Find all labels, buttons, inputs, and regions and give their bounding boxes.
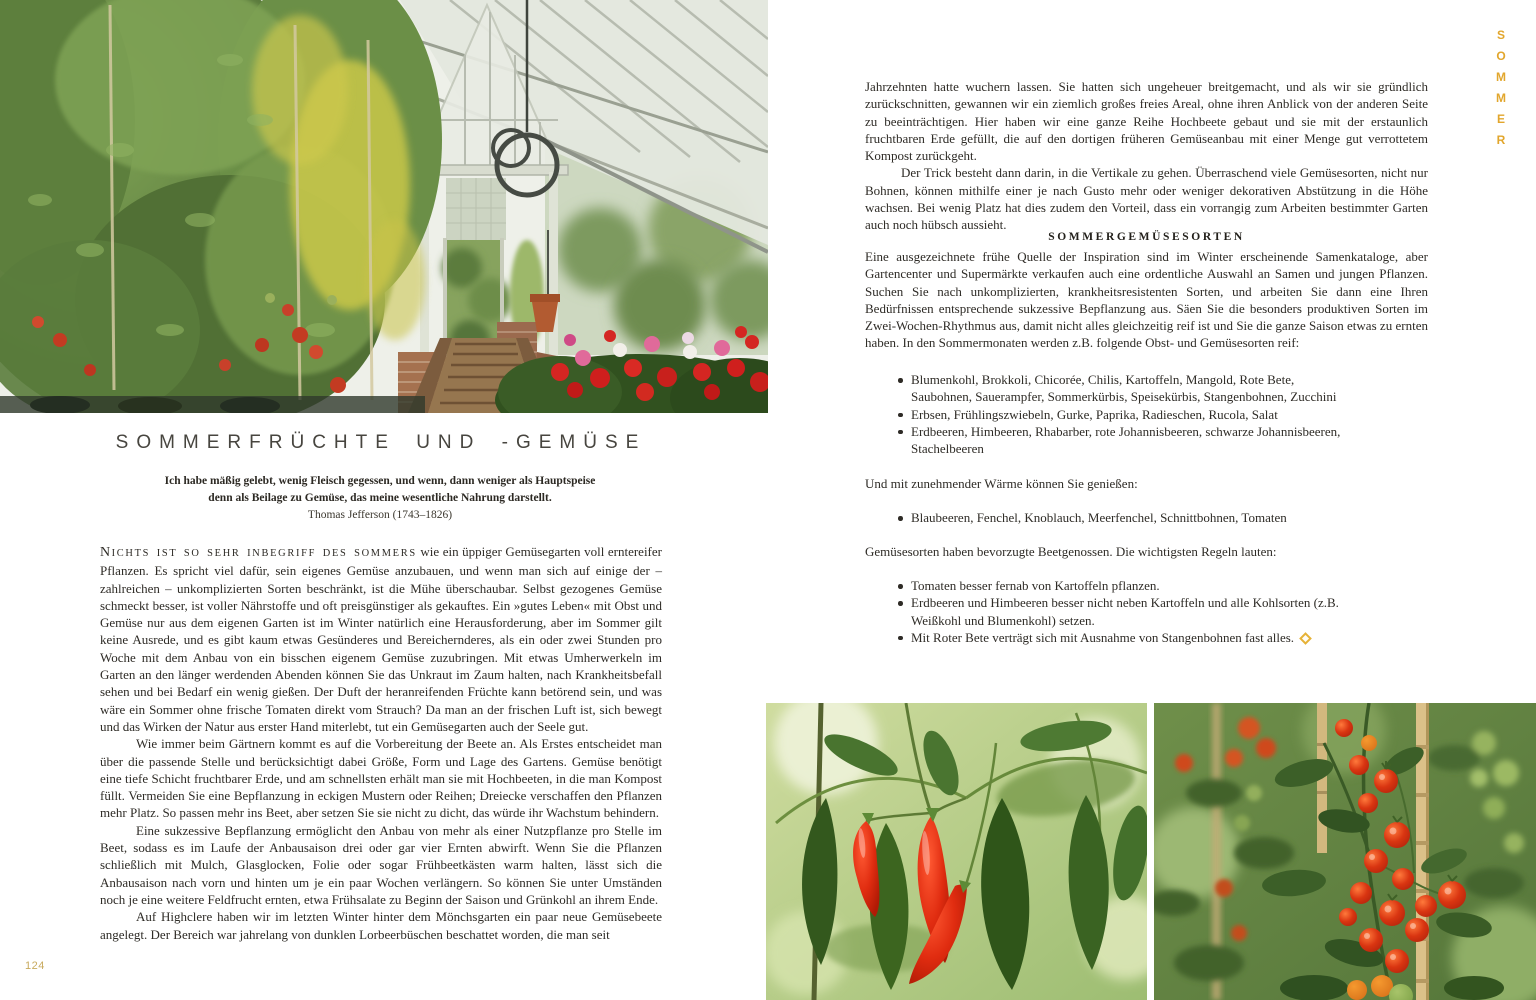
paragraph: Der Trick besteht dann darin, in die Vertikale zu gehen. Überraschend viele Gemüsesorten, nicht nur Bohnen, können mithilfe einer je nach Gusto mehr oder weniger dekorativen Abstützung in die Höhe wachsen. Bei wenig Platz hat dies zudem den Vorteil, dass ein vorrangig zum Arbeiten bestimmter Garten auch noch hübsch aussieht. (865, 165, 1428, 233)
list-item: Erbsen, Frühlingszwiebeln, Gurke, Paprika, Radieschen, Rucola, Salat (897, 406, 1343, 423)
diamond-ornament-icon (1299, 632, 1312, 645)
chapter-tab-sommer: SOMMER (1494, 28, 1508, 154)
greenhouse-photo (0, 0, 768, 413)
list-item: Erdbeeren und Himbeeren besser nicht neben Kartoffeln und alle Kohlsorten (z.B. Weißkohl und Blumenkohl) setzen. (897, 594, 1343, 629)
warm-produce-list (897, 509, 1367, 526)
tomato-vines-photo (1154, 703, 1536, 1000)
lead-small-caps: ICHTS IST SO SEHR INBEGRIFF DES SOMMERS (111, 548, 417, 559)
list-item: Blaubeeren, Fenchel, Knoblauch, Meerfenchel, Schnittbohnen, Tomaten (897, 509, 1343, 526)
section-heading: SOMMERGEMÜSESORTEN (1048, 231, 1245, 243)
left-body-text (100, 543, 662, 943)
paragraph: Und mit zunehmender Wärme können Sie genießen: (865, 476, 1138, 491)
list-item: Erdbeeren, Himbeeren, Rhabarber, rote Johannisbeeren, schwarze Johannisbeeren, Stachelbeeren (897, 423, 1343, 458)
quote-line: denn als Beilage zu Gemüse, das meine wesentliche Nahrung darstellt. (208, 492, 552, 504)
page-number: 124 (25, 960, 45, 972)
epigraph-quote (70, 473, 690, 524)
paragraph: Eine sukzessive Bepflanzung ermöglicht den Anbau von mehr als einer Nutzpflanze pro Stelle im Beet, sodass es im Laufe der Anbausaison drei oder gar vier Ernten abwirft. Wenn Sie die Pflanzen schließlich mit Mulch, Glasglocken, Folie oder sogar Frühbeetkästen warm halten, lässt sich die Anbausaison nach vorn und hinten um je ein paar Wochen verlängern. So können Sie unter Umständen noch je eine weitere Feldfrucht ernten, etwa Frühsalate zu Beginn der Saison und Grünkohl an ihrem Ende. (100, 822, 662, 907)
list-item-text: Mit Roter Bete verträgt sich mit Ausnahme von Stangenbohnen fast alles. (911, 629, 1295, 645)
quote-attribution: Thomas Jefferson (1743–1826) (307, 509, 453, 521)
chili-peppers-photo (766, 703, 1147, 1000)
lead-initial: N (100, 545, 112, 560)
paragraph: Auf Highclere haben wir im letzten Winter hinter dem Mönchsgarten ein paar neue Gemüsebeete angelegt. Der Bereich war jahrelang von dunklen Lorbeerbüschen beschattet worden, die man seit (100, 909, 662, 942)
list-item: Blumenkohl, Brokkoli, Chicorée, Chilis, Kartoffeln, Mangold, Rote Bete, Saubohnen, Sauerampfer, Sommerkürbis, Speisekürbis, Stangenbohnen, Zucchini (897, 371, 1343, 406)
paragraph: Wie immer beim Gärtnern kommt es auf die Vorbereitung der Beete an. Als Erstes entscheidet man über die passende Stelle und berücksichtigt dabei Größe, Form und Lage des Gartens. Gemüse benötigt eine tiefe Schicht fruchtbarer Erde, und am schnellsten erhält man sie mit Hochbeeten, in die man Kompost füllt. Vermeiden Sie eine Bepflanzung in eckigen Mustern oder Reihen; Dreiecke verschaffen den Pflanzen mehr Platz. So passen mehr ins Beet, aber setzen Sie sie nicht zu dicht, das würde ihr Wachstum behindern. (100, 736, 662, 821)
produce-list (897, 371, 1367, 457)
paragraph: Eine ausgezeichnete frühe Quelle der Inspiration sind im Winter erscheinende Samenkataloge, aber Gartencenter und Supermärkte verkaufen auch eine ordentliche Auswahl an Samen und jungen Pflanzen. Suchen Sie nach unkomplizierten, krankheitsresistenten Sorten, und arbeiten Sie dann eine Ihren Bedürfnissen entsprechende sukzessive Bepflanzung aus. Säen Sie die besonders produktiven Sorten im Zwei-Wochen-Rhythmus aus, damit nicht alles gleichzeitig reif ist und Sie die ganze Saison etwas zu ernten haben. In den Sommermonaten werden z.B. folgende Obst- und Gemüsesorten reif: (865, 249, 1428, 351)
paragraph: Gemüsesorten haben bevorzugte Beetgenossen. Die wichtigsten Regeln lauten: (865, 544, 1277, 559)
right-body-text (865, 248, 1428, 352)
companion-rules-list (897, 577, 1367, 646)
paragraph: Jahrzehnten hatte wuchern lassen. Sie hatten sich ungeheuer breitgemacht, und als wir sie gründlich zurückschnitten, gewannen wir ein ziemlich großes freies Areal, ohne ihren Anblick von der anderen Seite zu beeinträchtigen. Hier haben wir eine ganze Reihe Hochbeete gebaut und sie mit der erstaunlich fruchtbaren Erde gefüllt, die auf den dortigen früheren Gemüseanbau mit einer Menge gut verrottetem Kompost zurückgeht. (865, 79, 1428, 164)
paragraph-text: wie ein üppiger Gemüsegarten voll erntereifer Pflanzen. Es spricht viel dafür, sein eigenes Gemüse anzubauen, und wenn man sich auf einige der – zahlreichen – unkomplizierten Sorten beschränkt, ist die Mühe überschaubar. Selbst gezogenes Gemüse schmeckt besser, ist voller Nährstoffe und oft preisgünstiger als gekauftes. Ein »gutes Leben« mit Obst und Gemüse nur aus dem eigenen Garten ist im Winter natürlich eine Herausforderung, aber im Sommer gilt keine Ausrede, und es gibt kaum etwas Gesünderes und Bereichernderes, als ein oder zwei Stunden pro Woche mit dem Anbau von ein bisschen eigenem Gemüse zuzubringen. Mit etwas Umherwerkeln im Garten an den länger werdenden Abenden können Sie das Unkraut im Zaum halten, nach Krankheitsbefall sehen und bei Bedarf ein wenig gießen. Der Duft der heranreifenden Früchte kann betörend sein, und was wäre ein Sommer ohne frische Tomaten direkt vom Strauch? Da man an der frischen Luft ist, sich bewegt und das Wirken der Natur aus erster Hand miterlebt, tut ein Gemüsegarten auch der Seele gut. (100, 544, 662, 734)
right-body-text (865, 78, 1428, 234)
list-item: Tomaten besser fernab von Kartoffeln pflanzen. (897, 577, 1343, 594)
list-item (897, 629, 1343, 646)
quote-line: Ich habe mäßig gelebt, wenig Fleisch gegessen, und wenn, dann weniger als Hauptspeise (164, 475, 596, 487)
page-title: SOMMERFRÜCHTE UND -GEMÜSE (115, 432, 647, 453)
paragraph (100, 543, 662, 735)
